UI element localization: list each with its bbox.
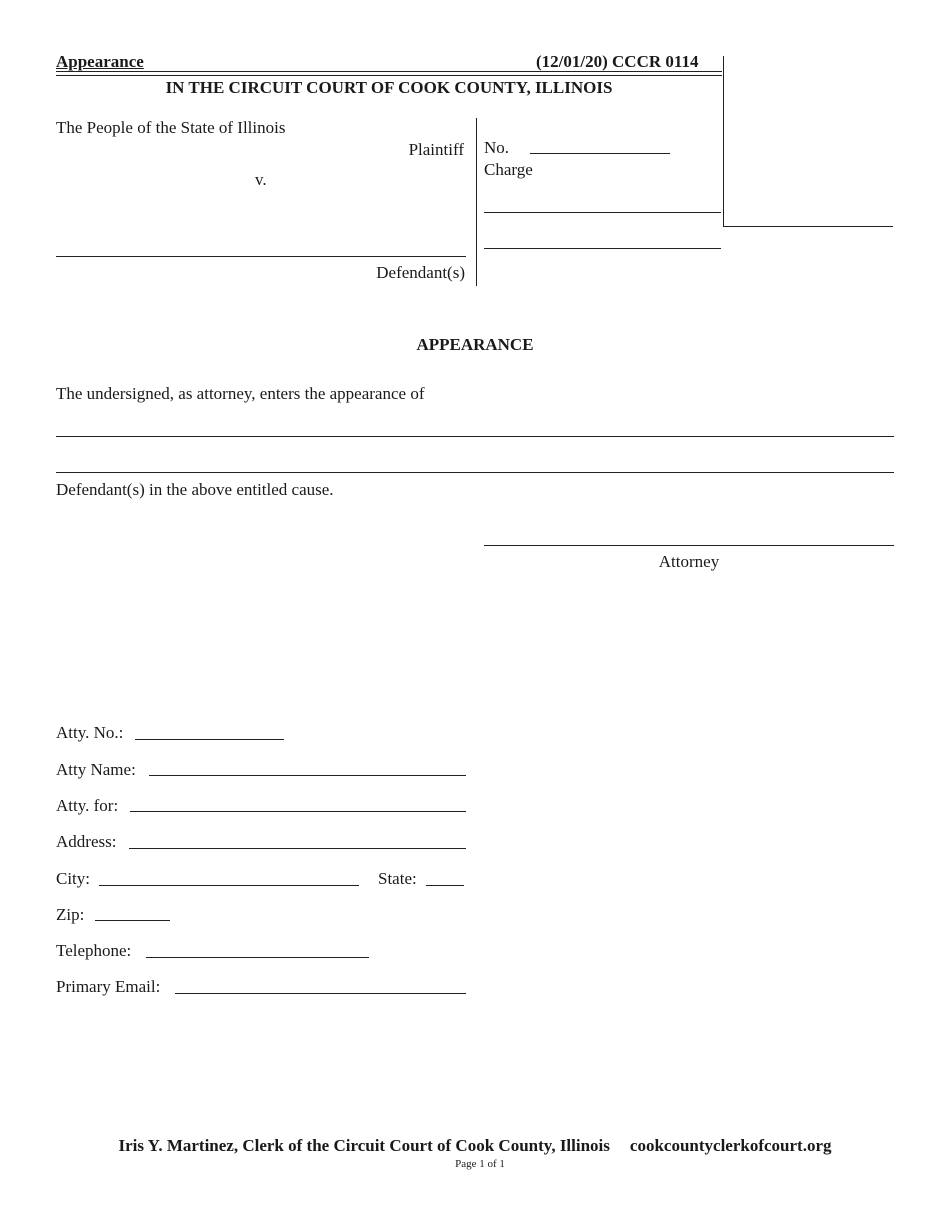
footer-clerk: Iris Y. Martinez, Clerk of the Circuit Court of Cook County, Illinois — [118, 1136, 610, 1155]
footer-website: cookcountyclerkofcourt.org — [629, 1136, 832, 1155]
defendant-name-line[interactable] — [56, 256, 466, 257]
stamp-box-left-edge — [723, 56, 724, 226]
attorney-signature-label: Attorney — [658, 552, 720, 571]
header-rule-top — [56, 71, 722, 72]
stamp-box-bottom-edge — [723, 226, 893, 227]
charge-label: Charge — [484, 160, 533, 179]
atty-for-label: Atty. for: — [56, 796, 119, 815]
appearance-intro: The undersigned, as attorney, enters the appearance of — [56, 384, 425, 403]
city-field[interactable] — [99, 885, 359, 886]
form-code: (12/01/20) CCCR 0114 — [536, 52, 699, 71]
form-name: Appearance — [56, 52, 144, 71]
telephone-label: Telephone: — [56, 941, 132, 960]
plaintiff-name: The People of the State of Illinois — [56, 118, 286, 137]
state-label: State: — [378, 869, 417, 888]
atty-for-field[interactable] — [130, 811, 466, 812]
address-label: Address: — [56, 832, 117, 851]
party-name-line-1[interactable] — [56, 436, 894, 437]
charge-field-line-1[interactable] — [484, 212, 721, 213]
state-field[interactable] — [426, 885, 464, 886]
caption-divider — [476, 118, 477, 286]
attorney-signature-line[interactable] — [484, 545, 894, 546]
footer — [0, 1136, 950, 1156]
charge-field-line-2[interactable] — [484, 248, 721, 249]
case-no-field[interactable] — [530, 153, 670, 154]
document-title: APPEARANCE — [416, 335, 534, 354]
party-name-line-2[interactable] — [56, 472, 894, 473]
address-field[interactable] — [129, 848, 466, 849]
page-number: Page 1 of 1 — [455, 1158, 505, 1170]
atty-no-label: Atty. No.: — [56, 723, 124, 742]
defendant-label: Defendant(s) — [376, 263, 465, 282]
primary-email-label: Primary Email: — [56, 977, 161, 996]
atty-name-label: Atty Name: — [56, 760, 136, 779]
header-rule-bottom — [56, 75, 722, 76]
plaintiff-label: Plaintiff — [408, 140, 464, 159]
zip-field[interactable] — [95, 920, 170, 921]
zip-label: Zip: — [56, 905, 85, 924]
court-title: IN THE CIRCUIT COURT OF COOK COUNTY, ILLINOIS — [165, 78, 613, 97]
appearance-closing: Defendant(s) in the above entitled cause. — [56, 480, 334, 499]
case-no-label: No. — [484, 138, 510, 157]
versus-label: v. — [255, 170, 267, 189]
atty-name-field[interactable] — [149, 775, 466, 776]
atty-no-field[interactable] — [135, 739, 284, 740]
city-label: City: — [56, 869, 91, 888]
telephone-field[interactable] — [146, 957, 369, 958]
primary-email-field[interactable] — [175, 993, 466, 994]
